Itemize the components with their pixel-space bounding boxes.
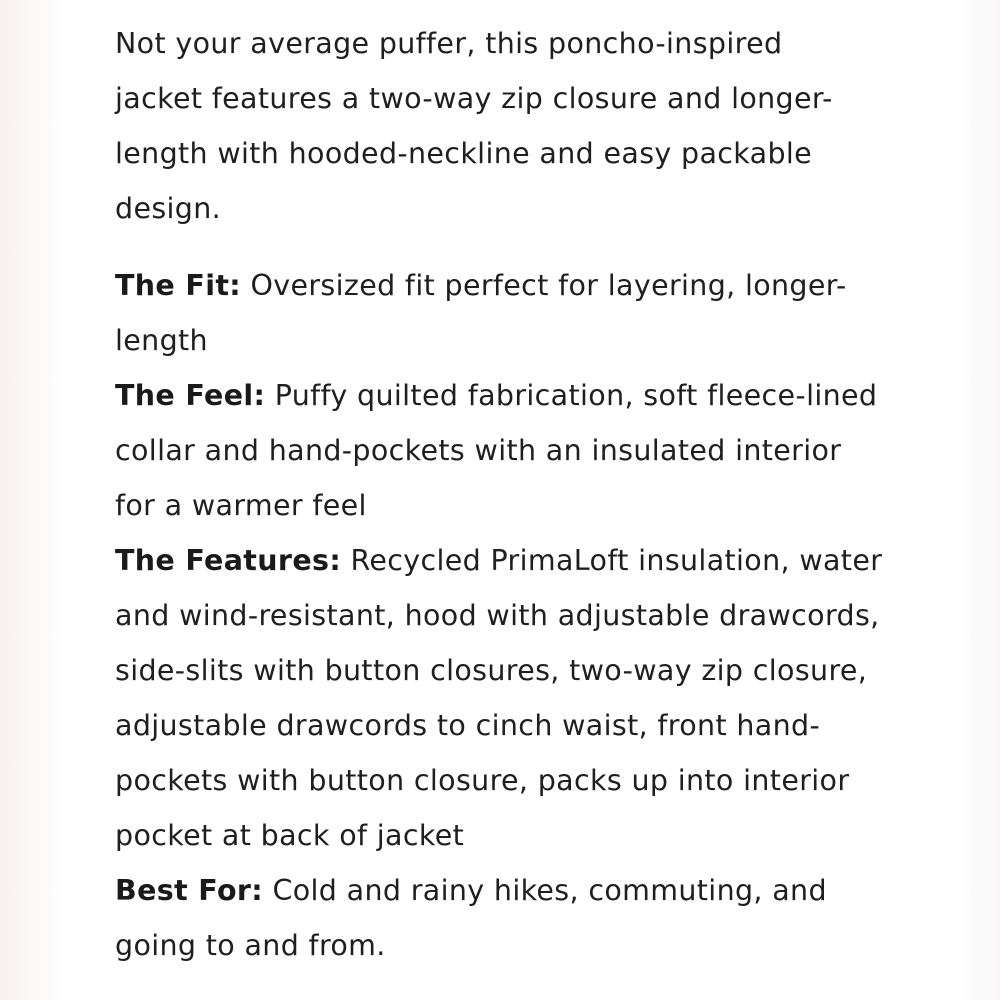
spec-best-for bbox=[115, 863, 885, 973]
spec-feel bbox=[115, 368, 890, 533]
spec-fit-label: The Fit: bbox=[115, 269, 242, 302]
spec-best-for-label: Best For: bbox=[115, 874, 264, 907]
spec-features-text: Recycled PrimaLoft insulation, water and wind-resistant, hood with adjustable drawcords, side-slits with button closures, two-way zip closure, adjustable drawcords to cinch waist, front hand-pockets with button closure, packs up into interior pocket at back of jacket bbox=[115, 544, 883, 852]
spec-fit-text: Oversized fit perfect for layering, longer-length bbox=[115, 269, 847, 357]
spec-features-label: The Features: bbox=[115, 544, 342, 577]
spec-fit bbox=[115, 258, 890, 368]
description-intro: Not your average puffer, this poncho-inspired jacket features a two-way zip closure and longer-length with hooded-neckline and easy packable design. bbox=[115, 27, 833, 225]
left-edge-shade bbox=[0, 0, 62, 1000]
product-specs bbox=[115, 258, 915, 973]
spec-features bbox=[115, 533, 885, 863]
product-description bbox=[115, 16, 915, 973]
right-edge-shade bbox=[962, 0, 1000, 1000]
spec-best-for-text: Cold and rainy hikes, commuting, and going to and from. bbox=[115, 874, 827, 962]
spec-feel-text: Puffy quilted fabrication, soft fleece-lined collar and hand-pockets with an insulated interior for a warmer feel bbox=[115, 379, 878, 522]
spec-feel-label: The Feel: bbox=[115, 379, 266, 412]
